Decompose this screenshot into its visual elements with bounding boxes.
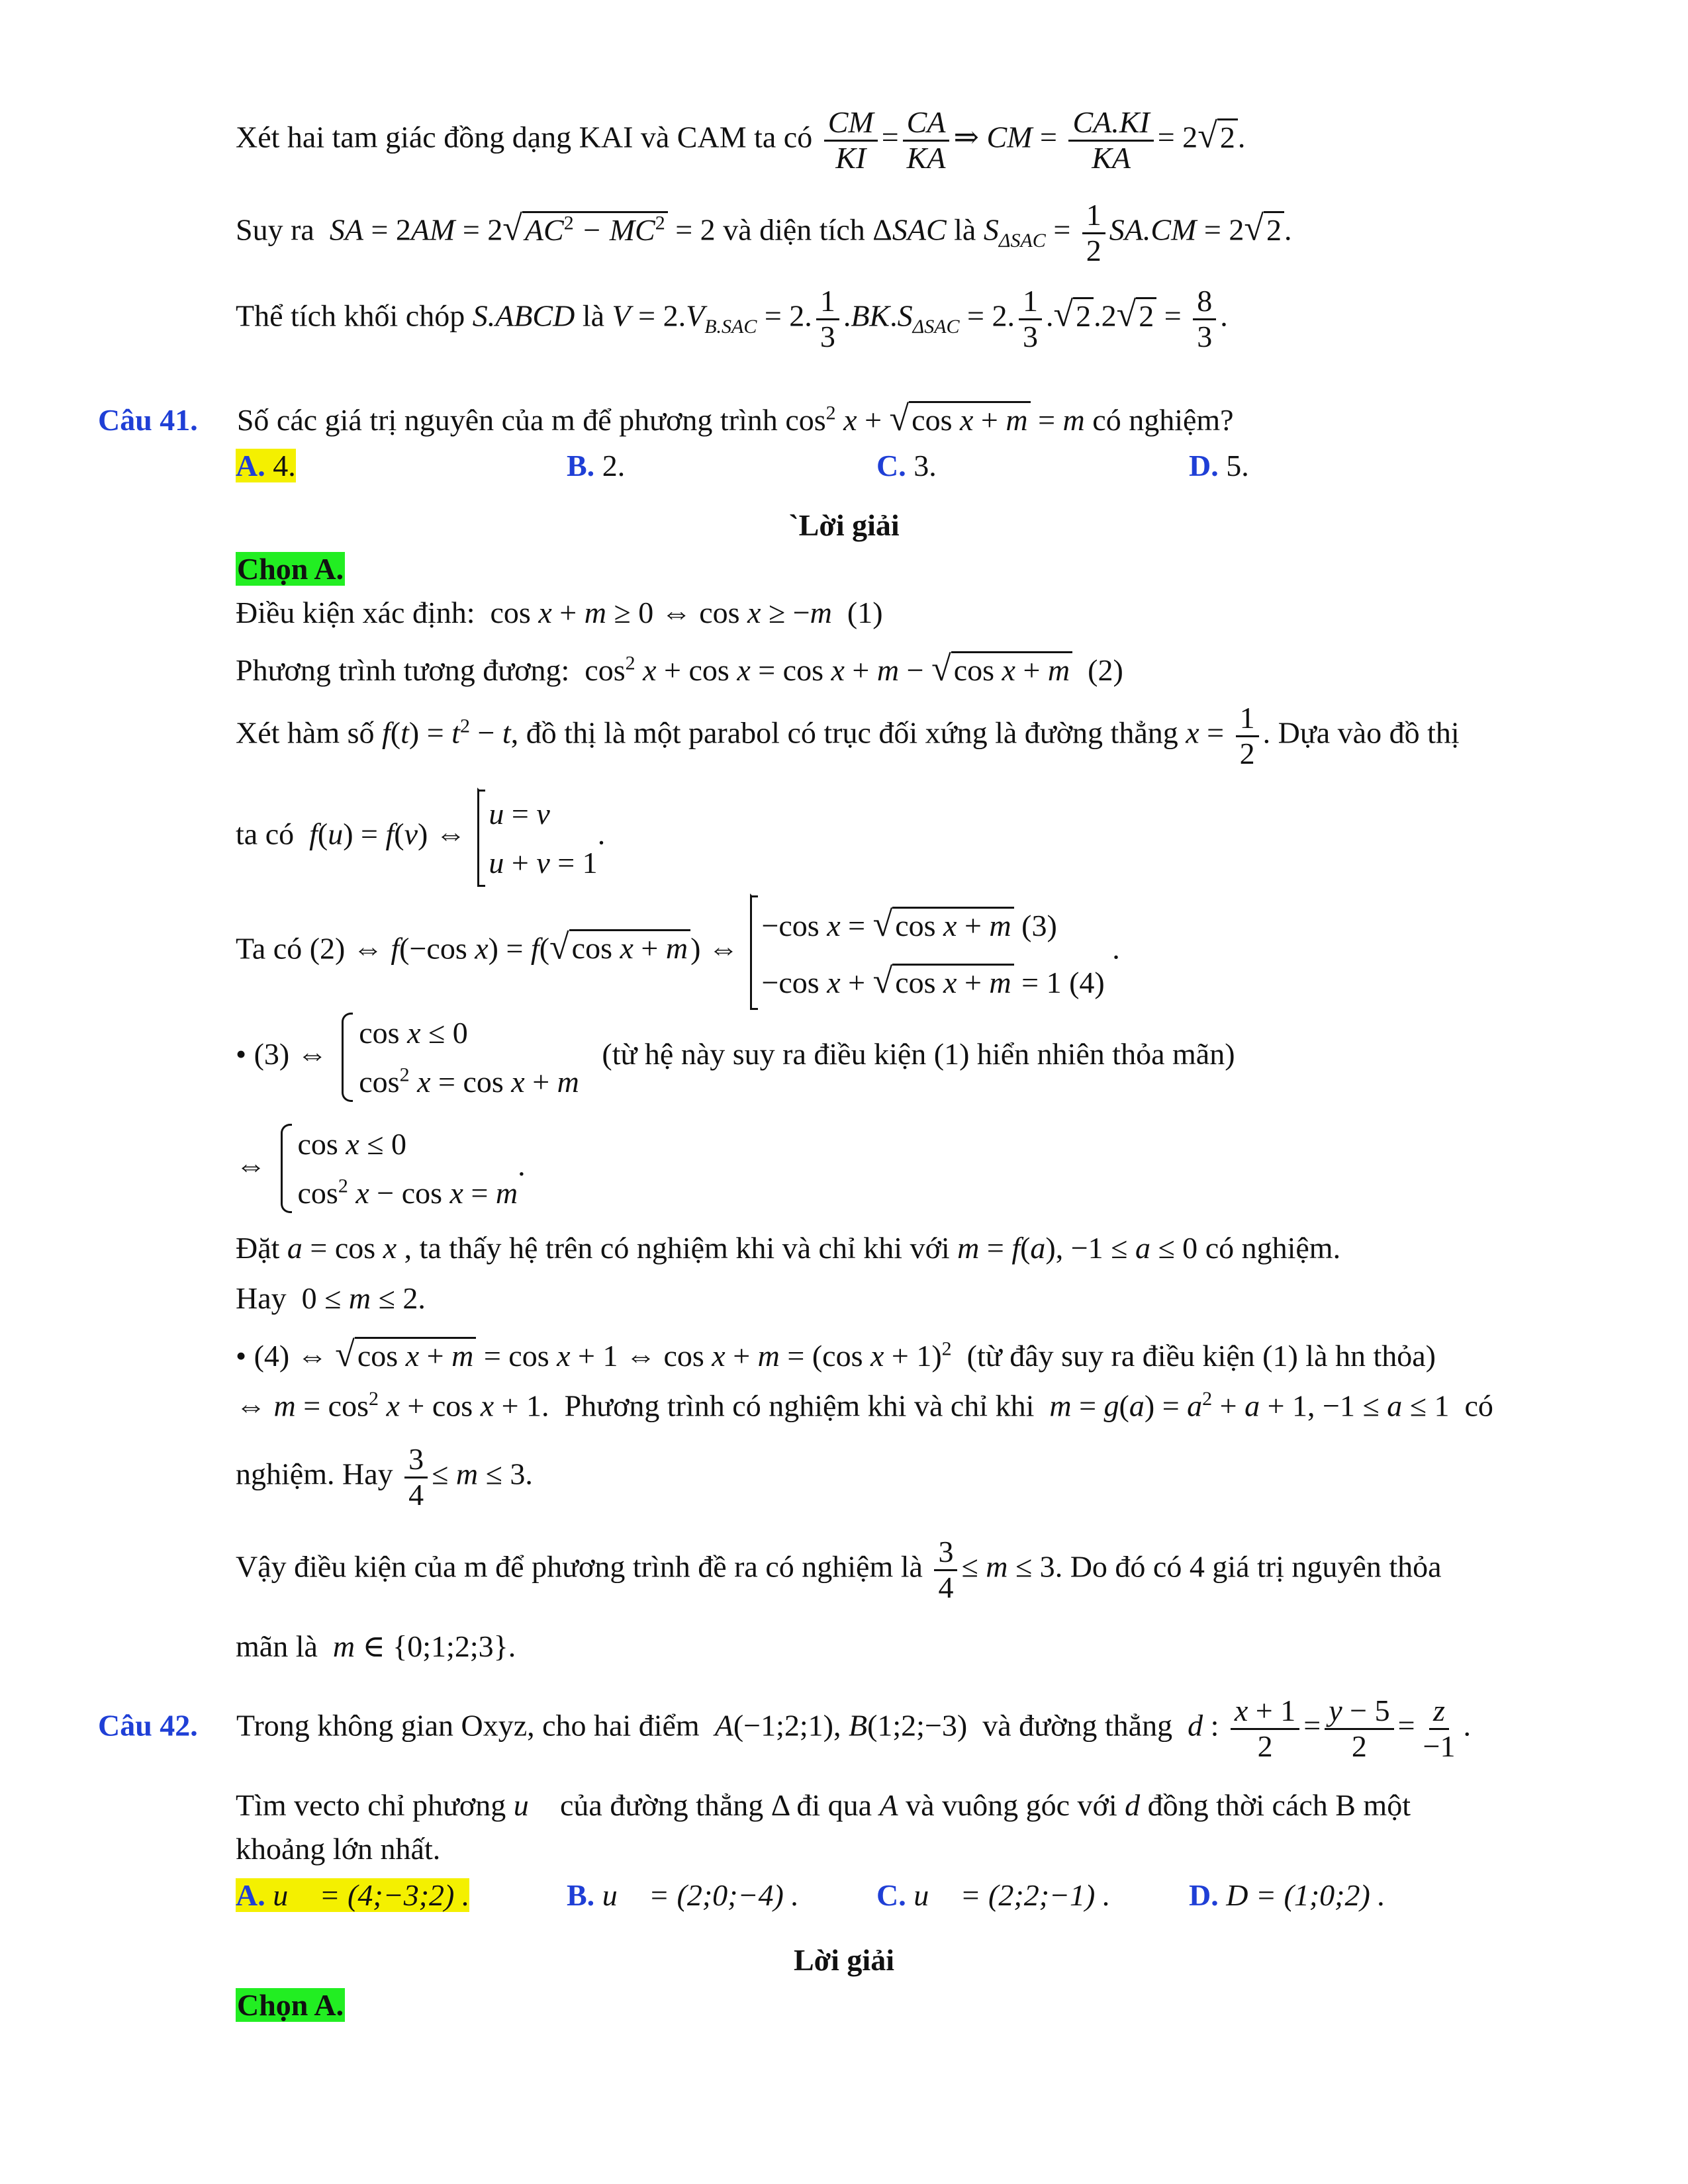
text: và diện tích <box>723 212 865 247</box>
fraction: $\frac{1}{2}$ <box>1082 199 1105 267</box>
question-text: và đường thẳng <box>982 1708 1173 1743</box>
option-letter: A. <box>236 449 265 482</box>
chosen-answer <box>236 551 345 587</box>
fraction: $\frac{1}{3}$ <box>816 285 839 353</box>
text: . Dựa vào đồ thị <box>1262 715 1460 750</box>
text: của đường thẳng Δ đi qua <box>560 1788 872 1822</box>
option-value: 4. <box>273 449 296 482</box>
question-label: Câu 41. <box>98 403 198 437</box>
text: , ta thấy hệ trên có nghiệm khi và chỉ khi với <box>404 1231 950 1265</box>
fraction: $\frac{1}{2}$ <box>1236 702 1259 770</box>
fraction: $\frac{3}{4}$ <box>934 1535 957 1604</box>
question-42: Câu 42. Trong không gian Oxyz, cho hai điểm A(−1;2;1), B(1;2;−3) và đường thẳng d : $\frac{x + 1}{2}$ = $\frac{y - 5}{2}$ = $\frac{z}{-1}$ . <box>98 1694 1471 1763</box>
option-letter: D. <box>1189 449 1219 482</box>
line-man-la: mãn là m ∈ {0;1;2;3}. <box>236 1629 516 1663</box>
line-function: Xét hàm số $f(t) = t^2 - t$, đồ thị là một parabol có trục đối xứng là đường thẳng x = $\frac{1}{2}$ . Dựa vào đồ thị <box>236 701 1460 770</box>
text: khoảng lớn nhất. <box>236 1832 441 1866</box>
line-similar-triangles: Xét hai tam giác đồng dạng KAI và CAM ta có $\frac{CM}{KI}$ = $\frac{CA}{KA}$ ⇒ CM = $\frac{CA.KI}{KA}$ = 2√2. <box>236 105 1246 175</box>
option-a[interactable] <box>236 447 296 484</box>
option-value: u⃗ = (2;2;−1) . <box>914 1878 1111 1912</box>
option-c[interactable] <box>876 447 937 484</box>
option-value: u⃗ = (4;−3;2) . <box>273 1878 470 1912</box>
text: Phương trình tương đương: <box>236 653 570 687</box>
option-letter: C. <box>876 1878 906 1912</box>
chosen-label: Chọn A. <box>237 1988 344 2022</box>
line-case-3-equiv: ⇔ cos x ≤ 0 $\cos^2 x - \cos x = m$ . <box>236 1120 526 1217</box>
fraction: $\frac{CM}{KI}$ <box>824 106 878 175</box>
question-text: Trong không gian Oxyz, cho hai điểm <box>236 1708 700 1743</box>
line-m-equals: ⇔ $m = \cos^2 x + \cos x + 1$. Phương trình có nghiệm khi và chỉ khi $m = g(a) = a^2 + a + 1$, −1 ≤ a ≤ 1 có <box>236 1388 1493 1423</box>
text: , đồ thị là một parabol có trục đối xứng là đường thẳng <box>510 715 1178 750</box>
fraction: $\frac{CA}{KA}$ <box>903 106 950 175</box>
text: Suy ra <box>236 212 314 247</box>
option-value: 5. <box>1226 449 1249 482</box>
question-42-line3 <box>236 1831 440 1867</box>
option-value: 2. <box>602 449 626 482</box>
text: • (3) <box>236 1037 290 1071</box>
option-letter: B. <box>567 449 595 482</box>
text: và vuông góc với <box>906 1788 1117 1822</box>
text: (từ đây suy ra điều kiện (1) là hn thỏa) <box>966 1339 1436 1373</box>
chosen-answer-42 <box>236 1987 345 2023</box>
fraction: $\frac{8}{3}$ <box>1193 285 1216 353</box>
line-vay: Vậy điều kiện của m để phương trình đề ra có nghiệm là $\frac{3}{4}$ ≤ m ≤ 3. Do đó có 4 giá trị nguyên thỏa <box>236 1535 1442 1604</box>
text: Điều kiện xác định: <box>236 596 475 629</box>
bracket-system: u = v u + v = 1 <box>477 788 597 887</box>
text: Phương trình có nghiệm khi và chỉ khi <box>564 1388 1035 1423</box>
line-suy-ra: Suy ra SA = $2AM = 2√AC^2 - MC^2 = 2$ và diện tích ΔSAC là $S_{\Delta SAC}$ = $\frac{1}{2}$ SA.CM = 2√2. <box>236 198 1292 267</box>
question-41: Câu 41. Số các giá trị nguyên của m để phương trình $\cos^2 x + √\cos$ x + m = m có nghiệm? <box>98 398 1234 438</box>
chosen-label: Chọn A. <box>237 552 344 586</box>
fraction: $\frac{1}{3}$ <box>1019 285 1042 353</box>
option-value: 3. <box>914 449 937 482</box>
text: . Do đó có 4 giá trị nguyên thỏa <box>1055 1549 1442 1584</box>
line-hay-1: Hay 0 ≤ m ≤ 2. <box>236 1281 426 1315</box>
text: có <box>1464 1388 1493 1423</box>
line-the-tich: Thể tích khối chóp S.ABCD là $V = 2.V_{B.SAC} = 2$. $\frac{1}{3}$ $.BK.S_{\Delta SAC} = 2$. $\frac{1}{3}$ .√2.2√2 = $\frac{8}{3}$ . <box>236 284 1228 353</box>
text: là <box>954 212 976 247</box>
text: • (4) <box>236 1339 290 1373</box>
text: Xét hàm số <box>236 715 375 750</box>
text: Xét hai tam giác đồng dạng KAI và CAM ta có <box>236 120 813 154</box>
question-label: Câu 42. <box>98 1708 198 1743</box>
text: mãn là <box>236 1629 318 1663</box>
q42-option-c[interactable] <box>876 1877 1110 1913</box>
text: Hay <box>236 1281 287 1315</box>
fraction: $\frac{z}{-1}$ <box>1423 1694 1456 1763</box>
fraction: $\frac{x + 1}{2}$ <box>1231 1694 1299 1763</box>
option-letter: D. <box>1189 1878 1219 1912</box>
q42-option-b[interactable] <box>567 1877 799 1913</box>
text: nghiệm. Hay <box>236 1457 393 1491</box>
curly-system: cos x ≤ 0 $\cos^2 x - \cos x = m$ <box>278 1120 518 1217</box>
option-letter: C. <box>876 449 906 482</box>
text: Vậy điều kiện của m để phương trình đề ra có nghiệm là <box>236 1549 923 1584</box>
fraction: $\frac{3}{4}$ <box>404 1443 428 1512</box>
fraction: $\frac{CA.KI}{KA}$ <box>1068 106 1153 175</box>
question-tail: có nghiệm? <box>1092 403 1234 437</box>
solution-title-42: Lời giải <box>794 1943 894 1977</box>
option-d[interactable] <box>1189 447 1249 484</box>
line-condition: Điều kiện xác định: cos x + m ≥ 0 ⇔ cos x ≥ −m (1) <box>236 596 883 629</box>
text: Tìm vecto chỉ phương <box>236 1788 506 1822</box>
line-case-4: • (4) ⇔ √cos x + m = cos x + 1 ⇔ cos x + m = (cos x + 1)$^2$ (từ đây suy ra điều kiện (1) là hn thỏa) <box>236 1334 1436 1374</box>
text: Đặt <box>236 1231 280 1265</box>
line-case-3: • (3) ⇔ cos x ≤ 0 $\cos^2 x = \cos x + m$ (từ hệ này suy ra điều kiện (1) hiển nhiên thỏa mãn) <box>236 1009 1235 1106</box>
option-letter: B. <box>567 1878 595 1912</box>
line-equivalent: Phương trình tương đương: $\cos^2 x + \cos x = \cos x + m - √\cos$ x + m (2) <box>236 649 1123 688</box>
text: đồng thời cách B một <box>1147 1788 1411 1822</box>
text: ta có <box>236 817 295 851</box>
bracket-system: −cos x = √cos x + m (3) −cos x + √cos x + m = 1 (4) <box>750 893 1104 1010</box>
line-nghiem-hay: nghiệm. Hay $\frac{3}{4}$ ≤ m ≤ 3. <box>236 1442 533 1512</box>
option-value: D = (1;0;2) . <box>1226 1878 1385 1912</box>
text: Ta có (2) <box>236 931 346 966</box>
text: Thể tích khối chóp <box>236 298 465 333</box>
question-42-line2: Tìm vecto chỉ phương u⃗ của đường thẳng Δ đi qua A và vuông góc với d đồng thời cách B một <box>236 1788 1411 1822</box>
question-text: Số các giá trị nguyên của m để phương trình <box>236 403 778 437</box>
option-letter: A. <box>236 1878 265 1912</box>
q42-option-a[interactable] <box>236 1877 469 1913</box>
solution-title: `Lời giải <box>788 508 900 542</box>
line-ta-co-2: Ta có (2) ⇔ f(−cos x) = f(√cos x + m) ⇔ −cos x = √cos x + m (3) −cos x + √cos x + m = 1 (4) . <box>236 893 1120 1010</box>
option-value: u⃗ = (2;0;−4) . <box>602 1878 799 1912</box>
q42-option-d[interactable] <box>1189 1877 1385 1913</box>
line-dat: Đặt a = cos x , ta thấy hệ trên có nghiệm khi và chỉ khi với m = f(a), −1 ≤ a ≤ 0 có nghiệm. <box>236 1231 1341 1265</box>
text: là <box>582 298 605 333</box>
text: (từ hệ này suy ra điều kiện (1) hiển nhiên thỏa mãn) <box>602 1037 1235 1071</box>
fraction: $\frac{y - 5}{2}$ <box>1325 1694 1393 1763</box>
curly-system: cos x ≤ 0 $\cos^2 x = \cos x + m$ <box>339 1009 579 1106</box>
text: có nghiệm. <box>1205 1231 1341 1265</box>
option-b[interactable] <box>567 447 625 484</box>
line-ta-co-fu: ta có f(u) = f(v) ⇔ u = v u + v = 1 . <box>236 788 605 887</box>
